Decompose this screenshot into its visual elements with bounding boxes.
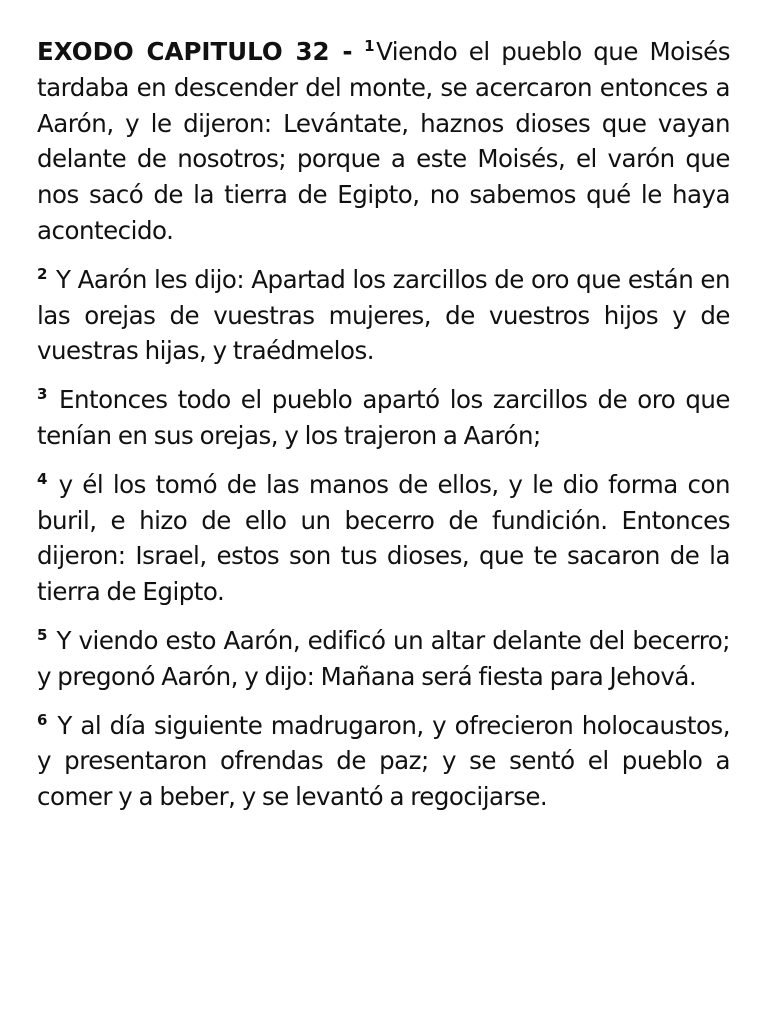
verse-1 [37,34,730,249]
verse-number: 4 [37,469,47,488]
verse-text: Entonces todo el pueblo apartó los zarcillos de oro que tenían en sus orejas, y los trajeron a Aarón; [37,385,731,450]
verse-text: Y Aarón les dijo: Apartad los zarcillos de oro que están en las orejas de vuestras mujeres, de vuestros hijos y de vuestras hijas, y traédmelos. [37,264,730,366]
verse-text: Y viendo esto Aarón, edificó un altar delante del becerro; y pregonó Aarón, y dijo: Mañana será fiesta para Jehová. [37,625,730,691]
verse-number: 3 [37,385,47,404]
verse-number: 6 [37,710,47,729]
verse-6 [37,708,730,815]
verse-3 [37,382,730,454]
verse-number: 5 [37,625,47,644]
chapter-heading: EXODO CAPITULO 32 - [37,37,353,66]
verse-number: 1 [364,37,375,55]
verse-5 [37,623,730,695]
verse-2 [37,262,730,369]
verse-text: y él los tomó de las manos de ellos, y le dio forma con buril, e hizo de ello un becerro de fundición. Entonces dijeron: Israel, estos son tus dioses, que te sacaron de la tierra de Egipto. [37,469,730,607]
verse-text: Viendo el pueblo que Moisés tardaba en descender del monte, se acercaron entonces a Aarón, y le dijeron: Levántate, haznos dioses que vayan delante de nosotros; porque a este Moisés, el varón que nos sacó de la tierra de Egipto, no sabemos qué le haya acontecido. [37,37,730,245]
verse-number: 2 [37,264,47,283]
verse-4 [37,467,730,610]
document-page [37,34,730,828]
verse-text: Y al día siguiente madrugaron, y ofrecieron holocaustos, y presentaron ofrendas de paz; y se sentó el pueblo a comer y a beber, y se levantó a regocijarse. [37,710,730,812]
